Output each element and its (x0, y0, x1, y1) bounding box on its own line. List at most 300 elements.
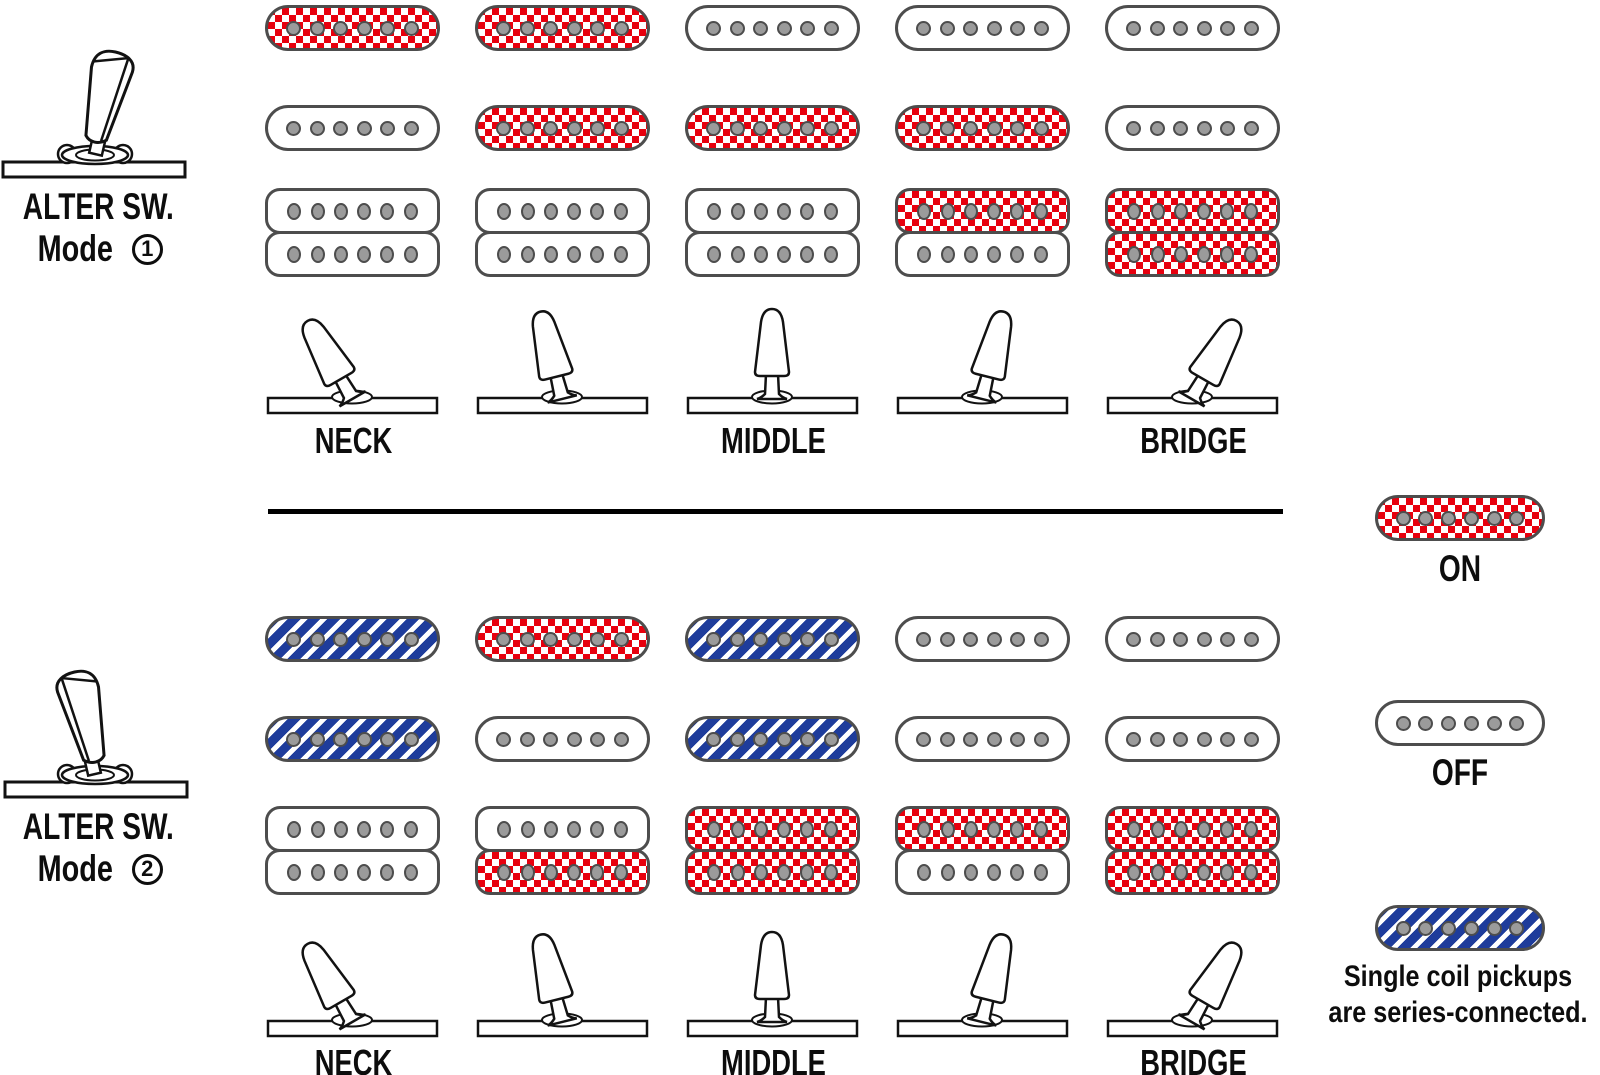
pole-piece-icon (964, 203, 978, 220)
pole-piece-icon (1126, 21, 1141, 36)
pole-piece-icon (754, 246, 768, 263)
pole-piece-icon (520, 21, 535, 36)
mode2-pos5-lever (1105, 929, 1280, 1039)
pole-piece-icon (286, 21, 301, 36)
pole-piece-icon (333, 732, 348, 747)
pole-piece-icon (1418, 921, 1433, 936)
pole-piece-icon (777, 632, 792, 647)
mode2-pos3-bridge-humbucker-coil2 (685, 849, 860, 895)
pole-piece-icon (916, 632, 931, 647)
pole-piece-icon (731, 203, 745, 220)
mode2-pos5-bridge-humbucker-coil2 (1105, 849, 1280, 895)
pole-piece-icon (777, 821, 791, 838)
pole-piece-icon (1173, 632, 1188, 647)
pole-piece-icon (777, 203, 791, 220)
pole-piece-icon (916, 21, 931, 36)
pole-piece-icon (310, 121, 325, 136)
pole-piece-icon (287, 821, 301, 838)
pole-piece-icon (1126, 632, 1141, 647)
pole-piece-icon (380, 246, 394, 263)
pole-piece-icon (1174, 246, 1188, 263)
pole-piece-icon (287, 864, 301, 881)
pole-piece-icon (614, 864, 628, 881)
mode2-pos4-bridge-humbucker-coil2 (895, 849, 1070, 895)
pole-piece-icon (1151, 864, 1165, 881)
pole-piece-icon (614, 246, 628, 263)
mode1-pos2-neck-pickup (475, 5, 650, 51)
pole-piece-icon (567, 121, 582, 136)
pole-piece-icon (1244, 21, 1259, 36)
pole-piece-icon (1244, 864, 1258, 881)
mode1-pos1-bridge-humbucker-coil1 (265, 188, 440, 234)
pole-piece-icon (706, 121, 721, 136)
pole-piece-icon (614, 21, 629, 36)
pole-piece-icon (1441, 921, 1456, 936)
pole-piece-icon (543, 121, 558, 136)
pole-piece-icon (590, 732, 605, 747)
pole-piece-icon (380, 203, 394, 220)
pole-piece-icon (824, 246, 838, 263)
pole-piece-icon (1127, 821, 1141, 838)
pole-piece-icon (287, 203, 301, 220)
pole-piece-icon (1010, 864, 1024, 881)
pole-piece-icon (706, 21, 721, 36)
mode2-title: ALTER SW. (22, 806, 174, 847)
mode2-pos3-bridge-humbucker-coil1 (685, 806, 860, 852)
pole-piece-icon (1396, 511, 1411, 526)
mode1-pos1-lever (265, 306, 440, 416)
pole-piece-icon (333, 121, 348, 136)
pole-piece-icon (333, 21, 348, 36)
pole-piece-icon (1197, 203, 1211, 220)
mode2-pos4-lever (895, 929, 1070, 1039)
pole-piece-icon (380, 864, 394, 881)
pole-piece-icon (1150, 732, 1165, 747)
pole-piece-icon (496, 732, 511, 747)
mode2-number-circle-icon: 2 (132, 854, 163, 885)
pole-piece-icon (1151, 246, 1165, 263)
pole-piece-icon (824, 732, 839, 747)
pole-piece-icon (706, 632, 721, 647)
pole-piece-icon (287, 246, 301, 263)
pole-piece-icon (543, 632, 558, 647)
pole-piece-icon (824, 21, 839, 36)
series-note-line1: Single coil pickups (1343, 960, 1573, 993)
mode2-pos1-middle-pickup (265, 716, 440, 762)
mode2-pos5-bridge-humbucker-coil1 (1105, 806, 1280, 852)
pole-piece-icon (1197, 246, 1211, 263)
mode2-word: Mode (37, 848, 114, 889)
pole-piece-icon (1244, 121, 1259, 136)
mode2-pos1-bridge-humbucker-coil1 (265, 806, 440, 852)
pole-piece-icon (590, 632, 605, 647)
mode2-pos2-bridge-humbucker-coil1 (475, 806, 650, 852)
pole-piece-icon (754, 203, 768, 220)
mode1-word: Mode (37, 228, 114, 269)
pole-piece-icon (940, 632, 955, 647)
selector-lever-icon (265, 306, 440, 416)
pole-piece-icon (1034, 632, 1049, 647)
mode2-position-label-middle: MIDDLE (720, 1042, 826, 1075)
pole-piece-icon (753, 632, 768, 647)
pole-piece-icon (544, 864, 558, 881)
pole-piece-icon (707, 821, 721, 838)
pole-piece-icon (753, 121, 768, 136)
pole-piece-icon (497, 821, 511, 838)
pole-piece-icon (404, 246, 418, 263)
pole-piece-icon (404, 203, 418, 220)
series-note-line2: are series-connected. (1328, 996, 1588, 1029)
pole-piece-icon (614, 121, 629, 136)
pole-piece-icon (1220, 864, 1234, 881)
pole-piece-icon (1151, 821, 1165, 838)
pole-piece-icon (1174, 203, 1188, 220)
pole-piece-icon (1174, 821, 1188, 838)
pole-piece-icon (1487, 511, 1502, 526)
pole-piece-icon (964, 246, 978, 263)
pole-piece-icon (777, 864, 791, 881)
pole-piece-icon (753, 732, 768, 747)
mode1-pos4-bridge-humbucker-coil1 (895, 188, 1070, 234)
pole-piece-icon (404, 864, 418, 881)
alter-switch-mode2-lever-icon (0, 666, 190, 801)
pole-piece-icon (521, 203, 535, 220)
pole-piece-icon (334, 246, 348, 263)
pole-piece-icon (707, 203, 721, 220)
mode2-position-label-bridge: BRIDGE (1139, 1042, 1247, 1075)
pole-piece-icon (310, 21, 325, 36)
pole-piece-icon (521, 864, 535, 881)
pole-piece-icon (590, 821, 604, 838)
pole-piece-icon (1034, 246, 1048, 263)
pole-piece-icon (496, 121, 511, 136)
alter-switch-mode1-lever-icon (0, 46, 190, 181)
mode1-pos1-neck-pickup (265, 5, 440, 51)
legend-on-label: ON (1438, 548, 1482, 589)
mode1-pos1-middle-pickup (265, 105, 440, 151)
pole-piece-icon (963, 732, 978, 747)
pole-piece-icon (496, 21, 511, 36)
pole-piece-icon (286, 121, 301, 136)
mode1-pos5-lever (1105, 306, 1280, 416)
pole-piece-icon (917, 246, 931, 263)
pole-piece-icon (497, 203, 511, 220)
pole-piece-icon (824, 121, 839, 136)
pole-piece-icon (754, 864, 768, 881)
pole-piece-icon (1174, 864, 1188, 881)
pole-piece-icon (1197, 864, 1211, 881)
pole-piece-icon (987, 203, 1001, 220)
pole-piece-icon (1464, 511, 1479, 526)
legend-off-label: OFF (1431, 752, 1489, 793)
pole-piece-icon (404, 732, 419, 747)
pole-piece-icon (1197, 821, 1211, 838)
pole-piece-icon (1396, 921, 1411, 936)
mode2-pos1-neck-pickup (265, 616, 440, 662)
pole-piece-icon (404, 821, 418, 838)
pole-piece-icon (590, 246, 604, 263)
pole-piece-icon (707, 864, 721, 881)
mode1-pos2-lever (475, 306, 650, 416)
pole-piece-icon (753, 21, 768, 36)
pole-piece-icon (357, 821, 371, 838)
pole-piece-icon (1034, 21, 1049, 36)
mode2-pos5-middle-pickup (1105, 716, 1280, 762)
pole-piece-icon (1126, 121, 1141, 136)
pole-piece-icon (520, 121, 535, 136)
pole-piece-icon (357, 732, 372, 747)
mode2-pos4-bridge-humbucker-coil1 (895, 806, 1070, 852)
pole-piece-icon (1010, 732, 1025, 747)
pole-piece-icon (380, 121, 395, 136)
pole-piece-icon (614, 203, 628, 220)
pole-piece-icon (334, 203, 348, 220)
pole-piece-icon (567, 21, 582, 36)
selector-lever-icon (265, 929, 440, 1039)
pole-piece-icon (963, 121, 978, 136)
pole-piece-icon (917, 203, 931, 220)
pole-piece-icon (1197, 121, 1212, 136)
pole-piece-icon (707, 246, 721, 263)
mode2-pos1-lever (265, 929, 440, 1039)
pole-piece-icon (730, 21, 745, 36)
pole-piece-icon (1244, 203, 1258, 220)
mode1-pos1-bridge-humbucker-coil2 (265, 231, 440, 277)
pole-piece-icon (1220, 203, 1234, 220)
selector-lever-icon (895, 306, 1070, 416)
pole-piece-icon (286, 732, 301, 747)
pole-piece-icon (1220, 246, 1234, 263)
pole-piece-icon (1034, 864, 1048, 881)
pole-piece-icon (1197, 632, 1212, 647)
mode2-pos3-middle-pickup (685, 716, 860, 762)
pole-piece-icon (824, 632, 839, 647)
mode1-number-circle-icon: 1 (132, 234, 163, 265)
pole-piece-icon (1244, 732, 1259, 747)
pole-piece-icon (964, 864, 978, 881)
pole-piece-icon (987, 121, 1002, 136)
pole-piece-icon (1010, 203, 1024, 220)
pole-piece-icon (916, 732, 931, 747)
pole-piece-icon (987, 632, 1002, 647)
pole-piece-icon (1010, 632, 1025, 647)
legend-on-pickup (1375, 495, 1545, 541)
pole-piece-icon (497, 246, 511, 263)
pole-piece-icon (987, 246, 1001, 263)
mode1-position-label-bridge: BRIDGE (1139, 420, 1247, 461)
pole-piece-icon (941, 246, 955, 263)
pole-piece-icon (567, 732, 582, 747)
pole-piece-icon (521, 821, 535, 838)
mode1-pos2-middle-pickup (475, 105, 650, 151)
mode1-position-label-middle: MIDDLE (720, 420, 826, 461)
pole-piece-icon (543, 21, 558, 36)
mode2-pos5-neck-pickup (1105, 616, 1280, 662)
mode2-pos2-neck-pickup (475, 616, 650, 662)
pole-piece-icon (1220, 632, 1235, 647)
pole-piece-icon (963, 632, 978, 647)
pole-piece-icon (1244, 246, 1258, 263)
pole-piece-icon (614, 632, 629, 647)
pole-piece-icon (1197, 21, 1212, 36)
mode2-pos2-middle-pickup (475, 716, 650, 762)
mode1-pos4-neck-pickup (895, 5, 1070, 51)
pole-piece-icon (1034, 821, 1048, 838)
pole-piece-icon (800, 864, 814, 881)
pole-piece-icon (567, 821, 581, 838)
pole-piece-icon (311, 203, 325, 220)
pole-piece-icon (380, 821, 394, 838)
mode1-pos4-bridge-humbucker-coil2 (895, 231, 1070, 277)
pole-piece-icon (404, 21, 419, 36)
pole-piece-icon (987, 732, 1002, 747)
pole-piece-icon (916, 121, 931, 136)
pole-piece-icon (544, 821, 558, 838)
selector-lever-icon (475, 306, 650, 416)
selector-lever-icon (1105, 929, 1280, 1039)
pole-piece-icon (590, 21, 605, 36)
pole-piece-icon (1173, 21, 1188, 36)
pole-piece-icon (824, 203, 838, 220)
pole-piece-icon (1126, 732, 1141, 747)
pole-piece-icon (567, 203, 581, 220)
pole-piece-icon (357, 246, 371, 263)
pole-piece-icon (917, 821, 931, 838)
pole-piece-icon (800, 21, 815, 36)
pole-piece-icon (567, 864, 581, 881)
pole-piece-icon (706, 732, 721, 747)
mode1-pos4-middle-pickup (895, 105, 1070, 151)
pole-piece-icon (1127, 864, 1141, 881)
mode1-pos3-lever (685, 306, 860, 416)
pole-piece-icon (590, 864, 604, 881)
pole-piece-icon (311, 246, 325, 263)
mode1-title: ALTER SW. (22, 186, 174, 227)
mode1-pos2-bridge-humbucker-coil2 (475, 231, 650, 277)
pole-piece-icon (824, 821, 838, 838)
pole-piece-icon (1441, 511, 1456, 526)
selector-lever-icon (685, 929, 860, 1039)
pole-piece-icon (1244, 821, 1258, 838)
mode2-pos1-bridge-humbucker-coil2 (265, 849, 440, 895)
pole-piece-icon (1487, 716, 1502, 731)
mode1-pos5-bridge-humbucker-coil2 (1105, 231, 1280, 277)
pole-piece-icon (496, 632, 511, 647)
pole-piece-icon (357, 21, 372, 36)
pole-piece-icon (800, 246, 814, 263)
pole-piece-icon (940, 732, 955, 747)
pole-piece-icon (1487, 921, 1502, 936)
pole-piece-icon (567, 632, 582, 647)
pole-piece-icon (1244, 632, 1259, 647)
mode2-position-label-neck: NECK (314, 1042, 392, 1075)
mode1-pos3-middle-pickup (685, 105, 860, 151)
pole-piece-icon (520, 732, 535, 747)
pole-piece-icon (1151, 203, 1165, 220)
mode1-pos4-lever (895, 306, 1070, 416)
selector-lever-icon (895, 929, 1070, 1039)
pole-piece-icon (357, 121, 372, 136)
pole-piece-icon (1220, 121, 1235, 136)
pole-piece-icon (544, 246, 558, 263)
pole-piece-icon (800, 821, 814, 838)
pole-piece-icon (1464, 921, 1479, 936)
pole-piece-icon (1010, 246, 1024, 263)
pole-piece-icon (334, 864, 348, 881)
pole-piece-icon (357, 864, 371, 881)
pole-piece-icon (1150, 21, 1165, 36)
pole-piece-icon (731, 821, 745, 838)
pole-piece-icon (1441, 716, 1456, 731)
mode1-pos3-bridge-humbucker-coil1 (685, 188, 860, 234)
selector-lever-icon (685, 306, 860, 416)
mode1-pos2-bridge-humbucker-coil1 (475, 188, 650, 234)
mode2-pos2-lever (475, 929, 650, 1039)
pole-piece-icon (590, 121, 605, 136)
pole-piece-icon (1127, 203, 1141, 220)
pole-piece-icon (1150, 121, 1165, 136)
pole-piece-icon (777, 21, 792, 36)
pole-piece-icon (987, 21, 1002, 36)
pole-piece-icon (963, 21, 978, 36)
pole-piece-icon (1220, 821, 1234, 838)
section-divider (268, 509, 1283, 514)
pole-piece-icon (730, 732, 745, 747)
pole-piece-icon (334, 821, 348, 838)
pole-piece-icon (310, 632, 325, 647)
pole-piece-icon (497, 864, 511, 881)
pole-piece-icon (311, 821, 325, 838)
pole-piece-icon (941, 203, 955, 220)
pole-piece-icon (543, 732, 558, 747)
mode1-pos5-middle-pickup (1105, 105, 1280, 151)
mode1-subtitle (0, 228, 190, 270)
pole-piece-icon (777, 121, 792, 136)
pole-piece-icon (1509, 921, 1524, 936)
selector-lever-icon (475, 929, 650, 1039)
pole-piece-icon (800, 203, 814, 220)
pole-piece-icon (1509, 716, 1524, 731)
mode2-pos4-middle-pickup (895, 716, 1070, 762)
pole-piece-icon (614, 732, 629, 747)
pole-piece-icon (333, 632, 348, 647)
pole-piece-icon (1010, 121, 1025, 136)
mode1-pos5-neck-pickup (1105, 5, 1280, 51)
pole-piece-icon (917, 864, 931, 881)
pole-piece-icon (357, 203, 371, 220)
pole-piece-icon (1173, 732, 1188, 747)
pole-piece-icon (357, 632, 372, 647)
pole-piece-icon (1197, 732, 1212, 747)
pole-piece-icon (1034, 732, 1049, 747)
pole-piece-icon (987, 864, 1001, 881)
pole-piece-icon (964, 821, 978, 838)
pole-piece-icon (1509, 511, 1524, 526)
pole-piece-icon (987, 821, 1001, 838)
pole-piece-icon (590, 203, 604, 220)
mode1-pos3-bridge-humbucker-coil2 (685, 231, 860, 277)
pole-piece-icon (1150, 632, 1165, 647)
pole-piece-icon (941, 821, 955, 838)
pole-piece-icon (380, 732, 395, 747)
pole-piece-icon (1418, 511, 1433, 526)
pole-piece-icon (800, 632, 815, 647)
pole-piece-icon (940, 21, 955, 36)
pole-piece-icon (824, 864, 838, 881)
mode1-pos5-bridge-humbucker-coil1 (1105, 188, 1280, 234)
pole-piece-icon (731, 864, 745, 881)
pole-piece-icon (730, 121, 745, 136)
